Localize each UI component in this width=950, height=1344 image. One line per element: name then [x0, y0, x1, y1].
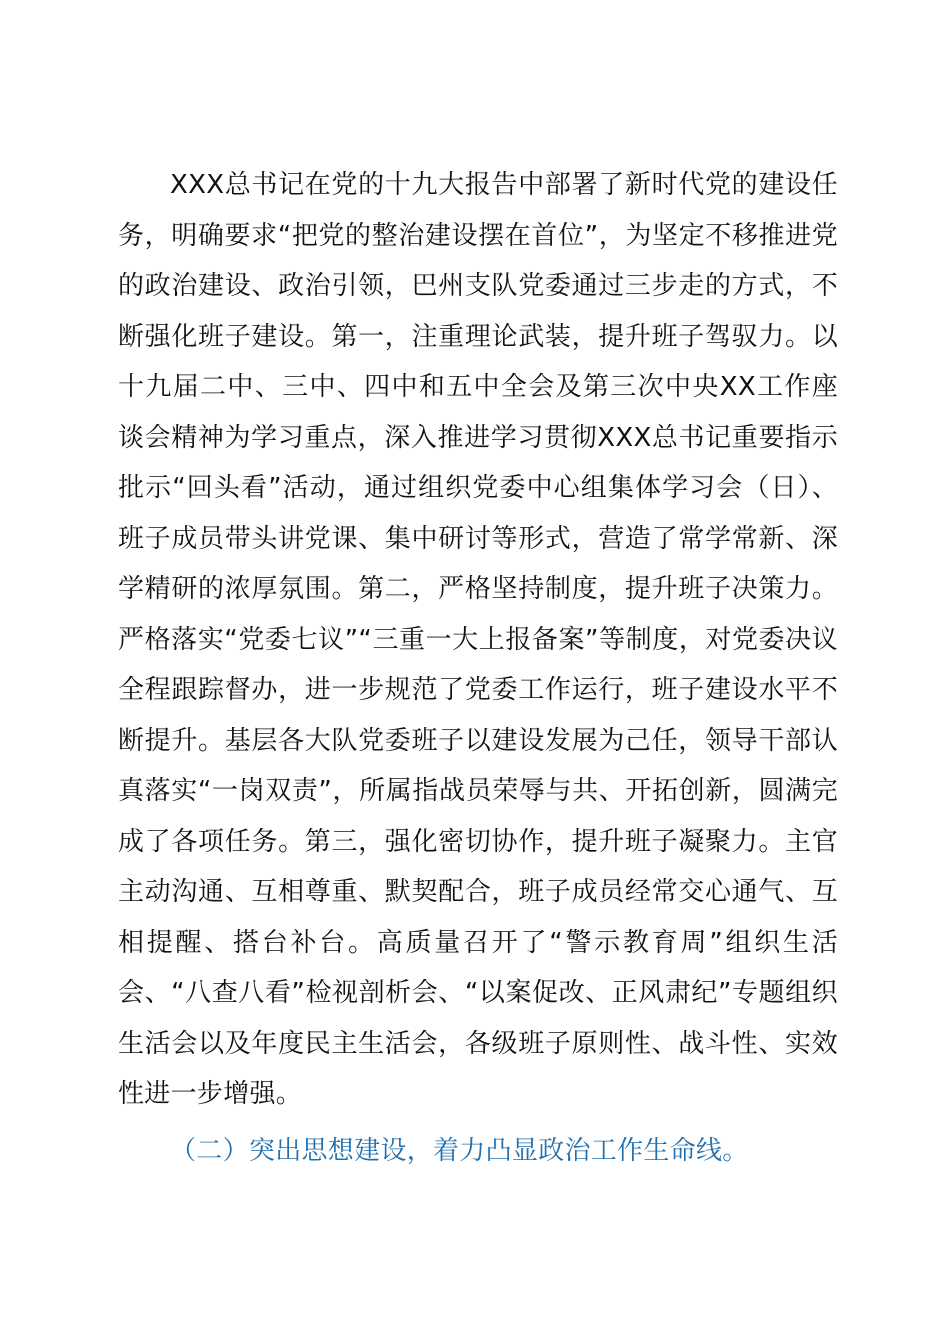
body-paragraph: XXX总书记在党的十九大报告中部署了新时代党的建设任务，明确要求“把党的整治建设摆在首位”，为坚定不移推进党的政治建设、政治引领，巴州支队党委通过三步走的方式，不断强化班子建设。第一，注重理论武装，提升班子驾驭力。以十九届二中、三中、四中和五中全会及第三次中央XX工作座谈会精神为学习重点，深入推进学习贯彻XXX总书记重要指示批示“回头看”活动，通过组织党委中心组集体学习会（日）、班子成员带头讲党课、集中研讨等形式，营造了常学常新、深学精研的浓厚氛围。第二，严格坚持制度，提升班子决策力。严格落实“党委七议”“三重一大上报备案”等制度，对党委决议全程跟踪督办，进一步规范了党委工作运行，班子建设水平不断提升。基层各大队党委班子以建设发展为己任，领导干部认真落实“一岗双责”，所属指战员荣辱与共、开拓创新，圆满完成了各项任务。第三，强化密切协作，提升班子凝聚力。主官主动沟通、互相尊重、默契配合，班子成员经常交心通气、互相提醒、搭台补台。高质量召开了“警示教育周”组织生活会、“八查八看”检视剖析会、“以案促改、正风肃纪”专题组织生活会以及年度民主生活会，各级班子原则性、战斗性、实效性进一步增强。: [118, 170, 838, 1109]
section-heading: （二）突出思想建设，着力凸显政治工作生命线。: [170, 1136, 749, 1166]
